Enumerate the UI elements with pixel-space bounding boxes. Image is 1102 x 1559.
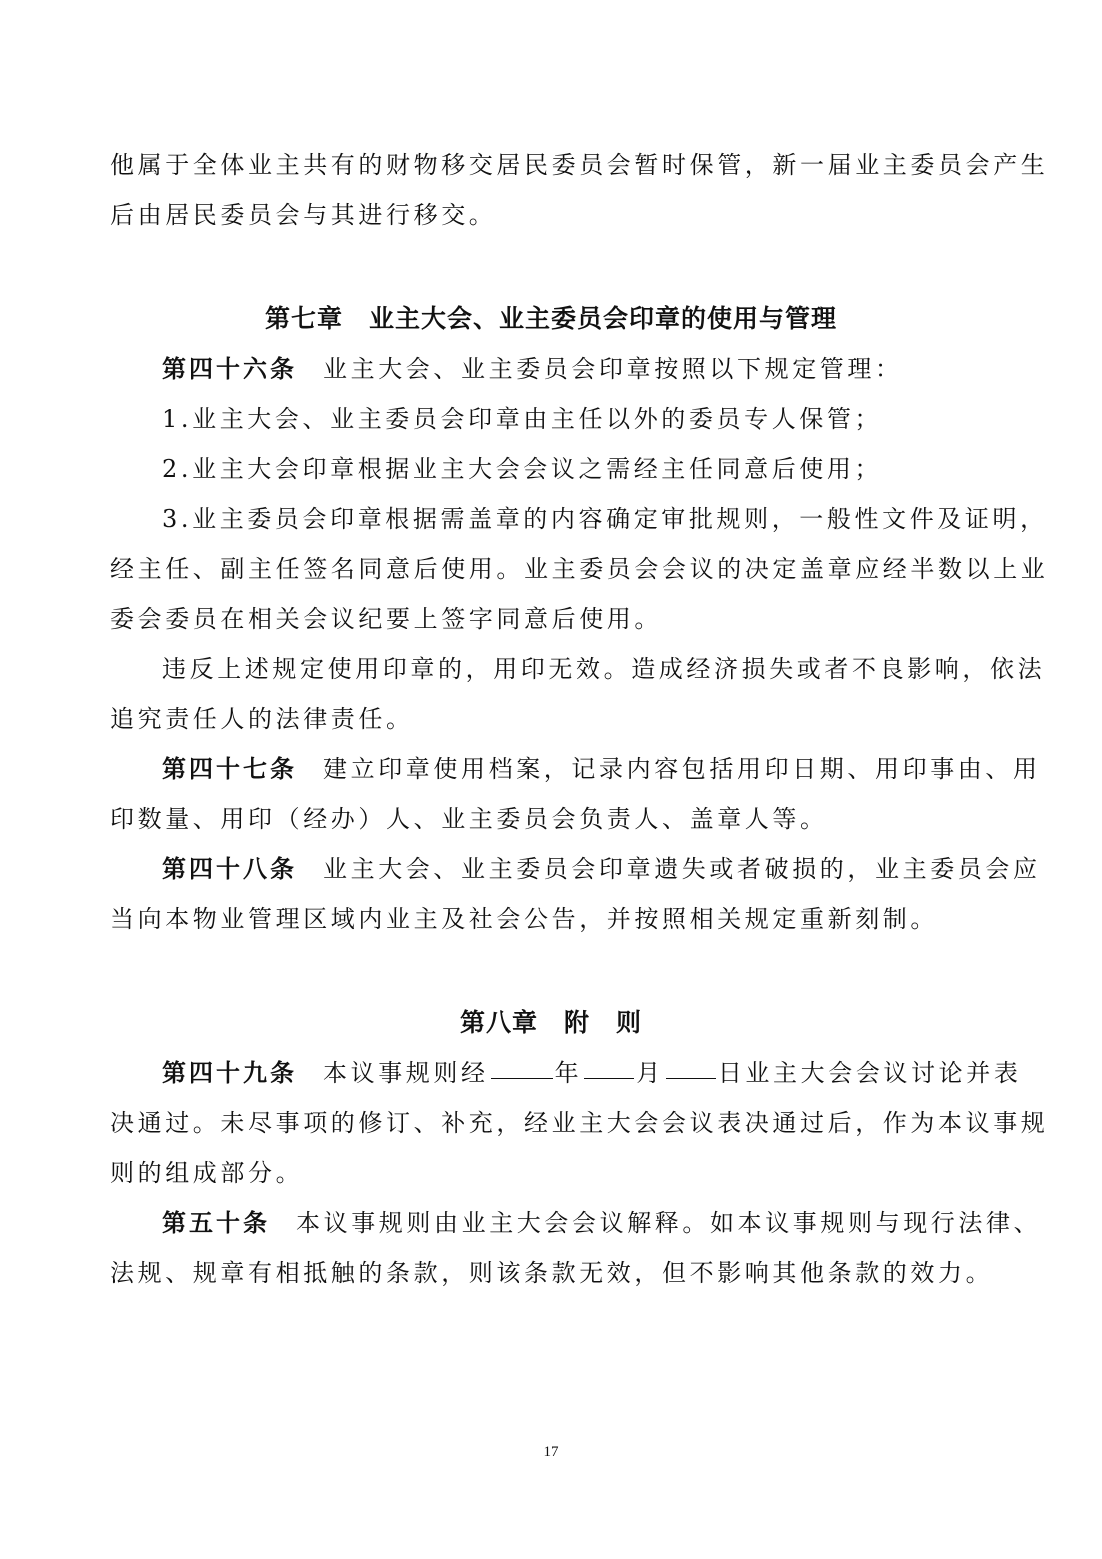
article-46-text: 业主大会、业主委员会印章按照以下规定管理： — [323, 355, 903, 383]
paragraph-continuation-line-1: 他属于全体业主共有的财物移交居民委员会暂时保管，新一届业主委员会产生 — [110, 151, 1049, 179]
day-blank — [666, 1048, 716, 1079]
article-46-intro — [162, 344, 984, 394]
article-49-line-3: 则的组成部分。 — [110, 1159, 304, 1187]
article-49-text-d: 日业主大会会议讨论并表 — [717, 1059, 1022, 1087]
article-46-label: 第四十六条 — [162, 355, 297, 383]
article-48-line-2: 当向本物业管理区域内业主及社会公告，并按照相关规定重新刻制。 — [110, 905, 938, 933]
article-46-item-2: 2.业主大会印章根据业主大会会议之需经主任同意后使用； — [162, 455, 883, 483]
paragraph-continuation-line-2: 后由居民委员会与其进行移交。 — [110, 201, 497, 229]
article-49-text-c: 月 — [636, 1059, 664, 1087]
article-49-text-a: 本议事规则经 — [323, 1059, 489, 1087]
year-blank — [491, 1048, 553, 1079]
page-number: 17 — [543, 1444, 559, 1460]
article-46-item-3-line-1: 3.业主委员会印章根据需盖章的内容确定审批规则，一般性文件及证明， — [162, 505, 1048, 533]
article-49-text-b: 年 — [554, 1059, 583, 1087]
article-46-item-3-line-2: 经主任、副主任签名同意后使用。业主委员会会议的决定盖章应经半数以上业 — [110, 555, 1049, 583]
article-46-violation-line-2: 追究责任人的法律责任。 — [110, 705, 414, 733]
article-47-text: 建立印章使用档案，记录内容包括用印日期、用印事由、用 — [323, 755, 1041, 783]
article-47-line-1 — [162, 744, 1041, 794]
article-46-violation-line-1: 违反上述规定使用印章的，用印无效。造成经济损失或者不良影响，依法 — [162, 655, 1046, 683]
article-48-text: 业主大会、业主委员会印章遗失或者破损的，业主委员会应 — [323, 855, 1041, 883]
article-50-label: 第五十条 — [162, 1209, 270, 1237]
article-50-text: 本议事规则由业主大会会议解释。如本议事规则与现行法律、 — [296, 1209, 1042, 1237]
article-46-item-1: 1.业主大会、业主委员会印章由主任以外的委员专人保管； — [162, 405, 883, 433]
article-50-line-1 — [162, 1198, 1042, 1248]
chapter-7-title: 第七章 业主大会、业主委员会印章的使用与管理 — [264, 304, 837, 333]
article-48-label: 第四十八条 — [162, 855, 297, 883]
article-47-line-2: 印数量、用印（经办）人、业主委员会负责人、盖章人等。 — [110, 805, 828, 833]
article-49-line-2: 决通过。未尽事项的修订、补充，经业主大会会议表决通过后，作为本议事规 — [110, 1109, 1049, 1137]
article-49-line-1 — [162, 1048, 1022, 1098]
article-46-item-3-line-3: 委会委员在相关会议纪要上签字同意后使用。 — [110, 605, 662, 633]
article-50-line-2: 法规、规章有相抵触的条款，则该条款无效，但不影响其他条款的效力。 — [110, 1259, 994, 1287]
article-49-label: 第四十九条 — [162, 1059, 297, 1087]
chapter-8-title: 第八章 附 则 — [459, 1008, 642, 1037]
article-48-line-1 — [162, 844, 1041, 894]
article-47-label: 第四十七条 — [162, 755, 297, 783]
month-blank — [584, 1048, 634, 1079]
